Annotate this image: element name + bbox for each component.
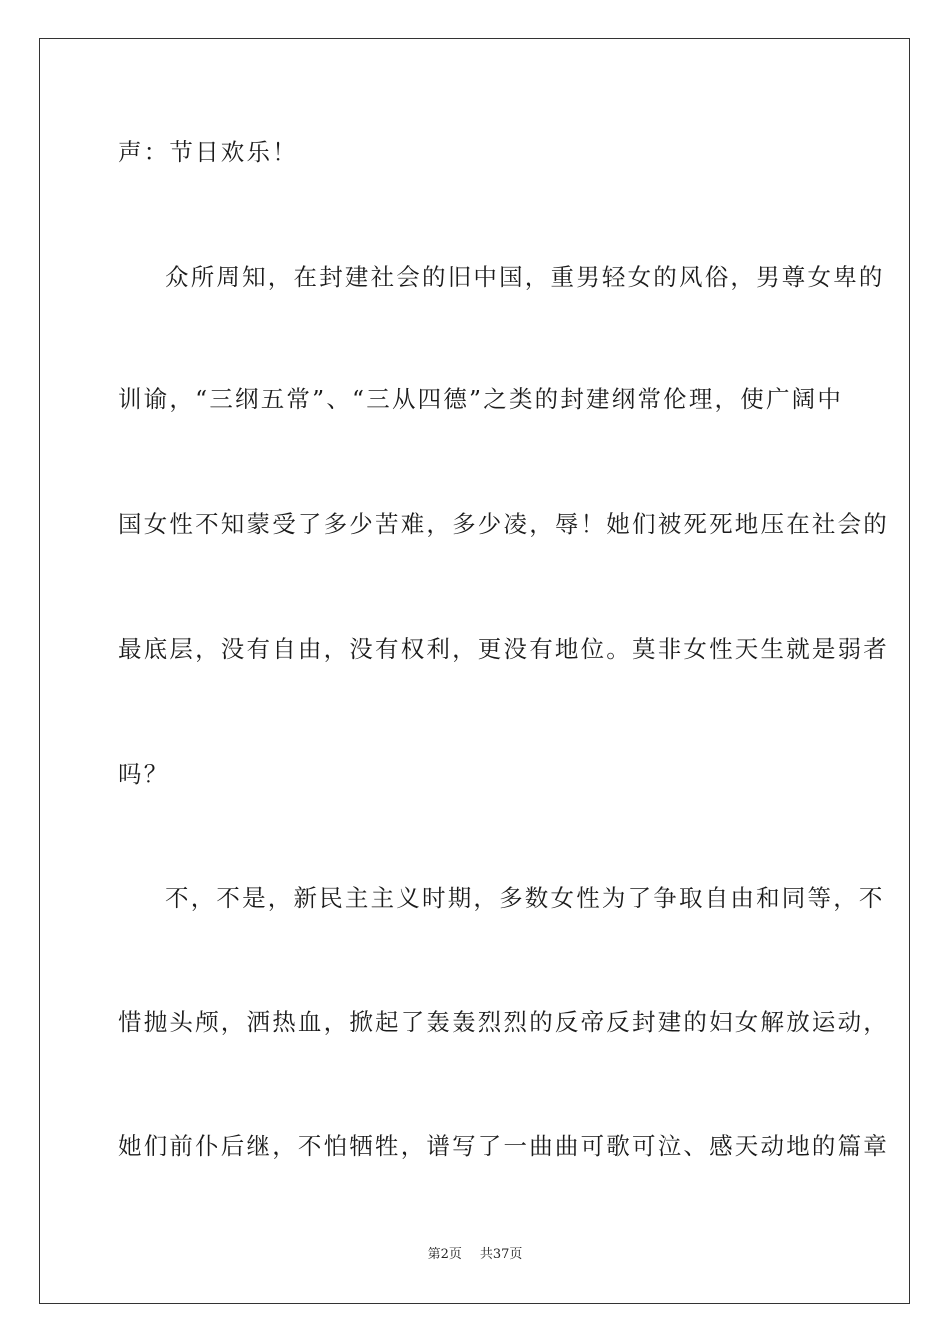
page-number: 第2页 — [427, 1247, 462, 1262]
text-line-3: 训谕，“三纲五常”、“三从四德”之类的封建纲常伦理，使广阔中 — [118, 385, 844, 413]
page-footer — [0, 1247, 950, 1263]
text-line-7: 不，不是，新民主主义时期，多数女性为了争取自由和同等，不 — [165, 884, 885, 912]
text-line-9: 她们前仆后继，不怕牺牲，谱写了一曲曲可歌可泣、感天动地的篇章 — [118, 1132, 889, 1160]
text-line-8: 惜抛头颅，洒热血，掀起了轰轰烈烈的反帝反封建的妇女解放运动， — [118, 1008, 889, 1036]
page-total: 共37页 — [479, 1247, 523, 1262]
text-line-6: 吗？ — [118, 760, 170, 788]
text-line-1: 声：节日欢乐！ — [118, 138, 298, 166]
text-line-4: 国女性不知蒙受了多少苦难，多少凌，辱！她们被死死地压在社会的 — [118, 510, 889, 538]
text-line-2: 众所周知，在封建社会的旧中国，重男轻女的风俗，男尊女卑的 — [165, 263, 885, 291]
page-border — [39, 38, 910, 1304]
text-line-5: 最底层，没有自由，没有权利，更没有地位。莫非女性天生就是弱者 — [118, 635, 889, 663]
